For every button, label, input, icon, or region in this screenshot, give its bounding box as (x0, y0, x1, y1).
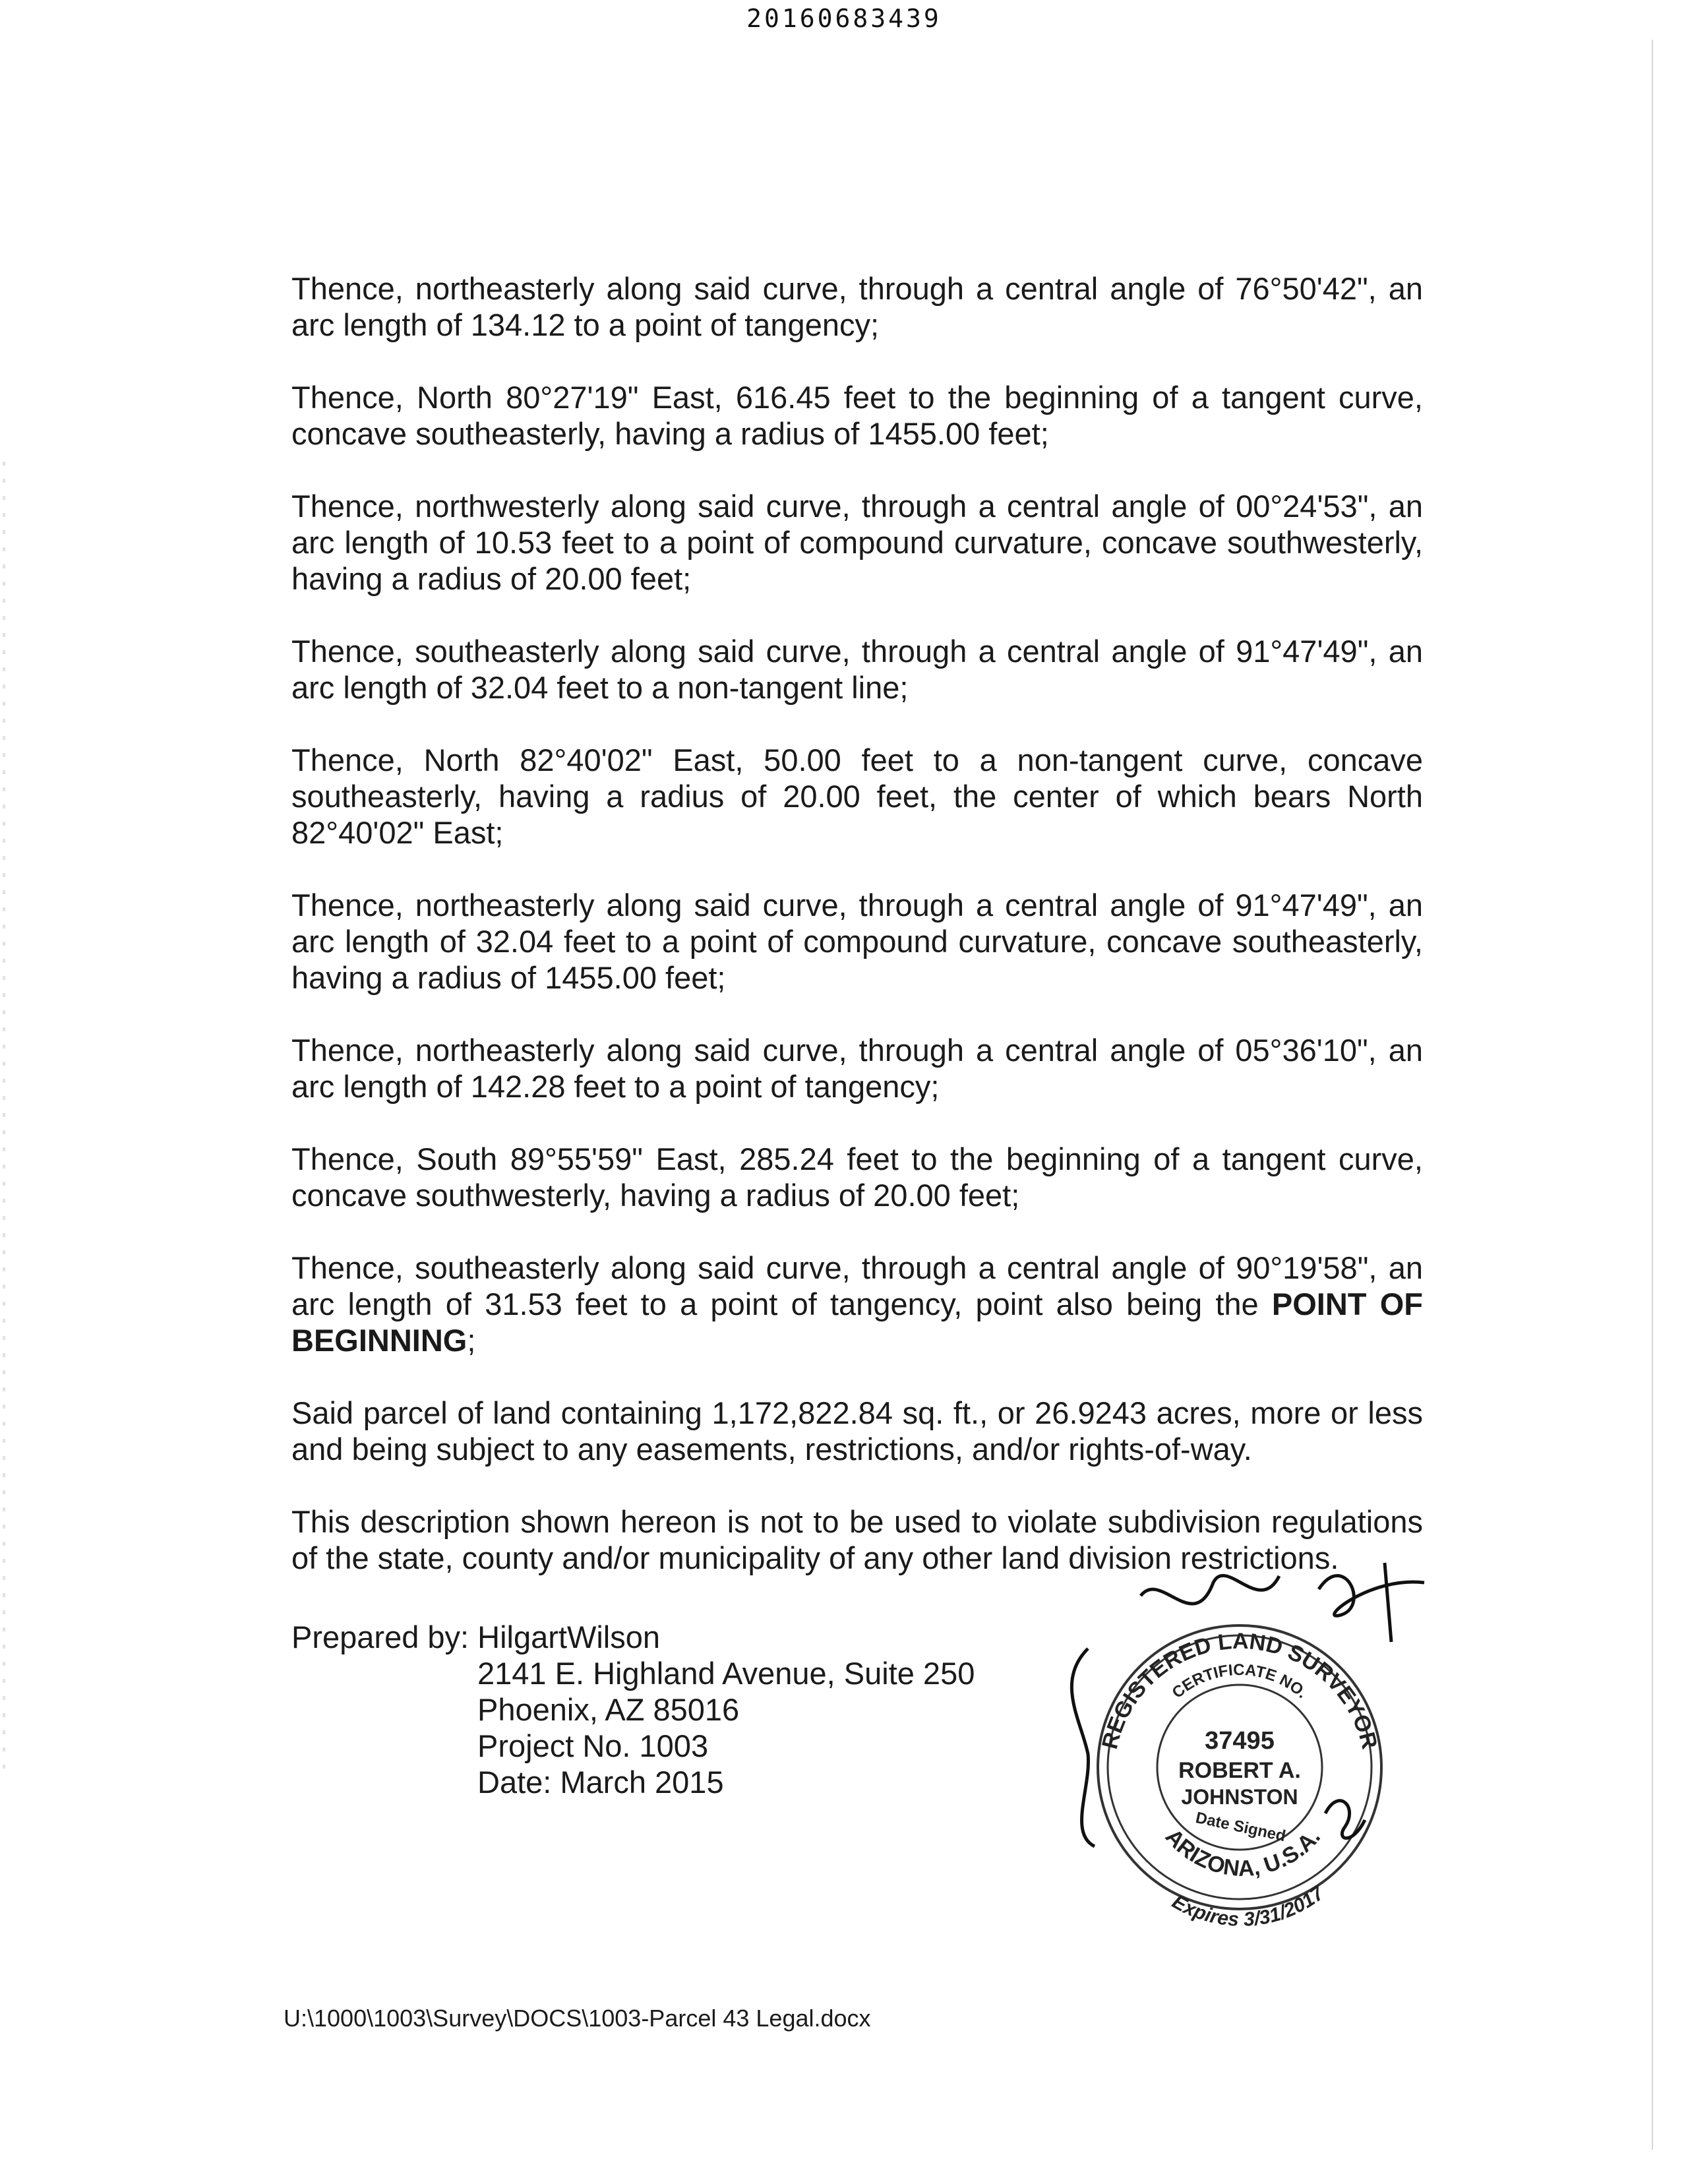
address-line-2: Phoenix, AZ 85016 (477, 1692, 740, 1727)
paragraph-5: Thence, North 82°40'02" East, 50.00 feet to a non-tangent curve, concave southeasterly, having a radius of 20.00 feet, the center of which bears North 82°40'02" East; (291, 743, 1423, 850)
pob-bold: POINT OF BEGINNING (291, 1287, 1423, 1358)
date-signed-handwriting (1325, 1801, 1365, 1838)
scan-edge-line (1652, 40, 1653, 2150)
paragraph-point-of-beginning (291, 1250, 1423, 1358)
pob-end: ; (467, 1323, 476, 1358)
seal-expires: Expires 3/31/2017 (1168, 1882, 1328, 1931)
project-number: Project No. 1003 (477, 1728, 709, 1763)
paragraph-2: Thence, North 80°27'19" East, 616.45 feet to the beginning of a tangent curve, concave southeasterly, having a radius of 1455.00 feet; (291, 380, 1423, 451)
seal-ring-text: REGISTERED LAND SURVEYOR (1097, 1628, 1383, 1752)
paragraph-7: Thence, northeasterly along said curve, through a central angle of 05°36'10", an arc length of 142.28 feet to a point of tangency; (291, 1033, 1423, 1104)
prepared-by-label: Prepared by: HilgartWilson (291, 1620, 660, 1654)
seal-date-signed: Date Signed (1193, 1809, 1288, 1846)
pob-text: Thence, southeasterly along said curve, through a central angle of 90°19'58", an arc length of 31.53 feet to a point of tangency, point also being the (291, 1250, 1423, 1321)
signature-stroke (1071, 1649, 1095, 1846)
paragraph-4: Thence, southeasterly along said curve, through a central angle of 91°47'49", an arc length of 32.04 feet to a non-tangent line; (291, 634, 1423, 705)
scan-speckles (3, 462, 5, 1780)
parcel-area-paragraph: Said parcel of land containing 1,172,822.84 sq. ft., or 26.9243 acres, more or less and being subject to any easements, restrictions, and/or rights-of-way. (291, 1395, 1423, 1467)
seal-graphic (1042, 1556, 1437, 1952)
paragraph-6: Thence, northeasterly along said curve, through a central angle of 91°47'49", an arc length of 32.04 feet to a point of compound curvature, concave southeasterly, having a radius of 1455.00 feet; (291, 888, 1423, 995)
seal-cert-text: CERTIFICATE NO. (1168, 1660, 1311, 1702)
paragraph-1: Thence, northeasterly along said curve, through a central angle of 76°50'42", an arc length of 134.12 to a point of tangency; (291, 271, 1423, 342)
seal-state: ARIZONA, U.S.A. (1160, 1824, 1326, 1881)
paragraph-3: Thence, northwesterly along said curve, through a central angle of 00°24'53", an arc length of 10.53 feet to a point of compound curvature, concave southwesterly, having a radius of 20.00 feet; (291, 489, 1423, 596)
paragraph-8: Thence, South 89°55'59" East, 285.24 feet to the beginning of a tangent curve, concave southwesterly, having a radius of 20.00 feet; (291, 1141, 1423, 1213)
signature-scribble (1141, 1563, 1424, 1642)
seal-number: 37495 (1205, 1727, 1275, 1755)
prepared-date: Date: March 2015 (477, 1765, 724, 1800)
surveyor-seal (1042, 1556, 1437, 1952)
disclaimer-paragraph: This description shown hereon is not to be used to violate subdivision regulations of the state, county and/or municipality of any other land division restrictions. (291, 1504, 1423, 1575)
file-path-footer: U:\1000\1003\Survey\DOCS\1003-Parcel 43 Legal.docx (284, 2005, 871, 2032)
seal-name-line-2: JOHNSTON (1181, 1785, 1298, 1809)
legal-description (291, 270, 1423, 1576)
address-line-1: 2141 E. Highland Avenue, Suite 250 (477, 1656, 975, 1691)
recording-number: 20160683439 (746, 4, 942, 33)
seal-name-line-1: ROBERT A. (1178, 1758, 1301, 1783)
prepared-by-block (291, 1619, 1083, 1800)
